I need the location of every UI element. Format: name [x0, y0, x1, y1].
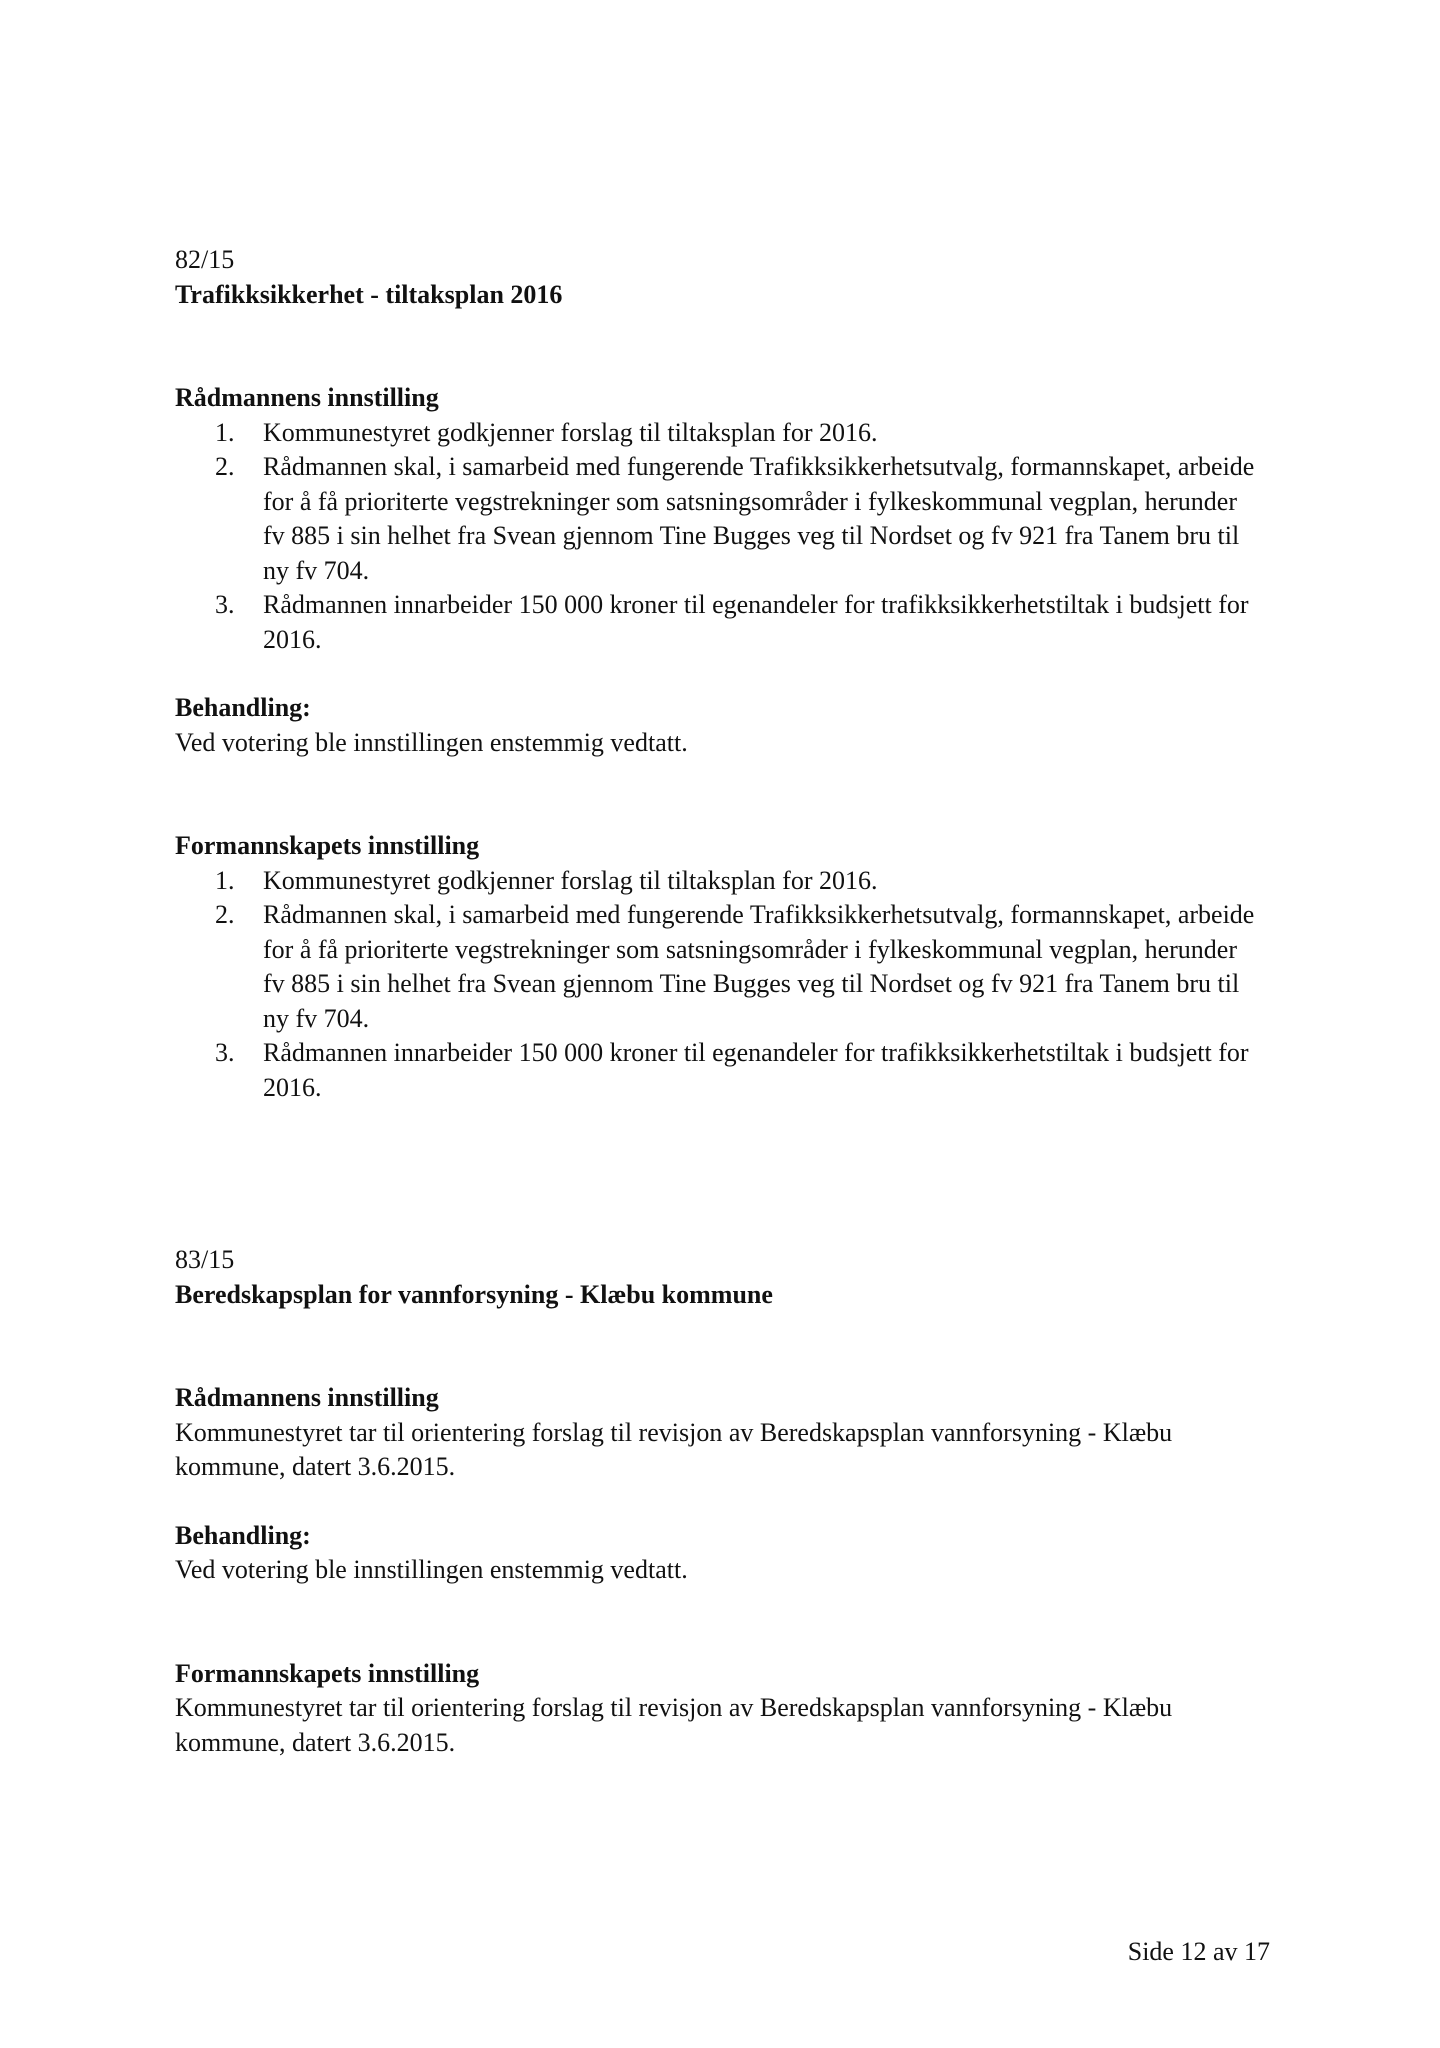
behandling-text: Ved votering ble innstillingen enstemmig vedtatt.	[175, 1555, 688, 1584]
list-item-text: Kommunestyret godkjenner forslag til tiltaksplan for 2016.	[263, 417, 878, 447]
formannskap-heading: Formannskapets innstilling	[175, 1658, 480, 1688]
case-title: Trafikksikkerhet - tiltaksplan 2016	[175, 279, 563, 309]
list-item	[175, 416, 1255, 451]
radmann-list	[175, 416, 1255, 658]
formannskap-list	[175, 864, 1255, 1106]
list-item-number: 2.	[215, 900, 235, 929]
page-number: Side 12 av 17	[1127, 1937, 1270, 1966]
list-item-text: Rådmannen innarbeider 150 000 kroner til egenandeler for trafikksikkerhetstiltak i budsjett for 2016.	[263, 1038, 1249, 1102]
list-item-number: 1.	[215, 865, 235, 895]
radmann-heading: Rådmannens innstilling	[175, 1383, 439, 1412]
list-item-text: Rådmannen innarbeider 150 000 kroner til egenandeler for trafikksikkerhetstiltak i budsjett for 2016.	[263, 590, 1249, 654]
page-content	[175, 243, 1255, 1760]
formannskap-text: Kommunestyret tar til orientering forslag til revisjon av Beredskapsplan vannforsyning - Klæbu kommune, datert 3.6.2015.	[175, 1693, 1173, 1757]
list-item	[175, 1036, 1255, 1105]
case-number: 83/15	[175, 1245, 235, 1274]
case-title: Beredskapsplan for vannforsyning - Klæbu kommune	[175, 1279, 773, 1309]
list-item-number: 3.	[215, 1038, 235, 1067]
list-item	[175, 588, 1255, 657]
list-item-number: 2.	[215, 452, 235, 481]
case-number: 82/15	[175, 245, 235, 274]
case-section	[175, 1243, 1255, 1760]
list-item-number: 1.	[215, 417, 235, 447]
list-item	[175, 898, 1255, 1036]
list-item	[175, 450, 1255, 588]
behandling-heading: Behandling:	[175, 1520, 311, 1550]
behandling-heading: Behandling:	[175, 693, 311, 722]
radmann-heading: Rådmannens innstilling	[175, 383, 439, 412]
list-item-text: Kommunestyret godkjenner forslag til tiltaksplan for 2016.	[263, 865, 878, 895]
list-item-number: 3.	[215, 590, 235, 619]
formannskap-heading: Formannskapets innstilling	[175, 831, 480, 860]
radmann-text: Kommunestyret tar til orientering forslag til revisjon av Beredskapsplan vannforsyning - Klæbu kommune, datert 3.6.2015.	[175, 1417, 1173, 1481]
behandling-text: Ved votering ble innstillingen enstemmig vedtatt.	[175, 727, 688, 757]
list-item-text: Rådmannen skal, i samarbeid med fungerende Trafikksikkerhetsutvalg, formannskapet, arbeide for å få prioriterte vegstrekninger som satsningsområder i fylkeskommunal vegplan, herunder fv 885 i sin helhet fra Svean gjennom Tine Bugges veg til Nordset og fv 921 fra Tanem bru til ny fv 704.	[263, 900, 1255, 1033]
case-section	[175, 243, 1255, 1105]
list-item-text: Rådmannen skal, i samarbeid med fungerende Trafikksikkerhetsutvalg, formannskapet, arbeide for å få prioriterte vegstrekninger som satsningsområder i fylkeskommunal vegplan, herunder fv 885 i sin helhet fra Svean gjennom Tine Bugges veg til Nordset og fv 921 fra Tanem bru til ny fv 704.	[263, 452, 1255, 585]
list-item	[175, 864, 1255, 899]
